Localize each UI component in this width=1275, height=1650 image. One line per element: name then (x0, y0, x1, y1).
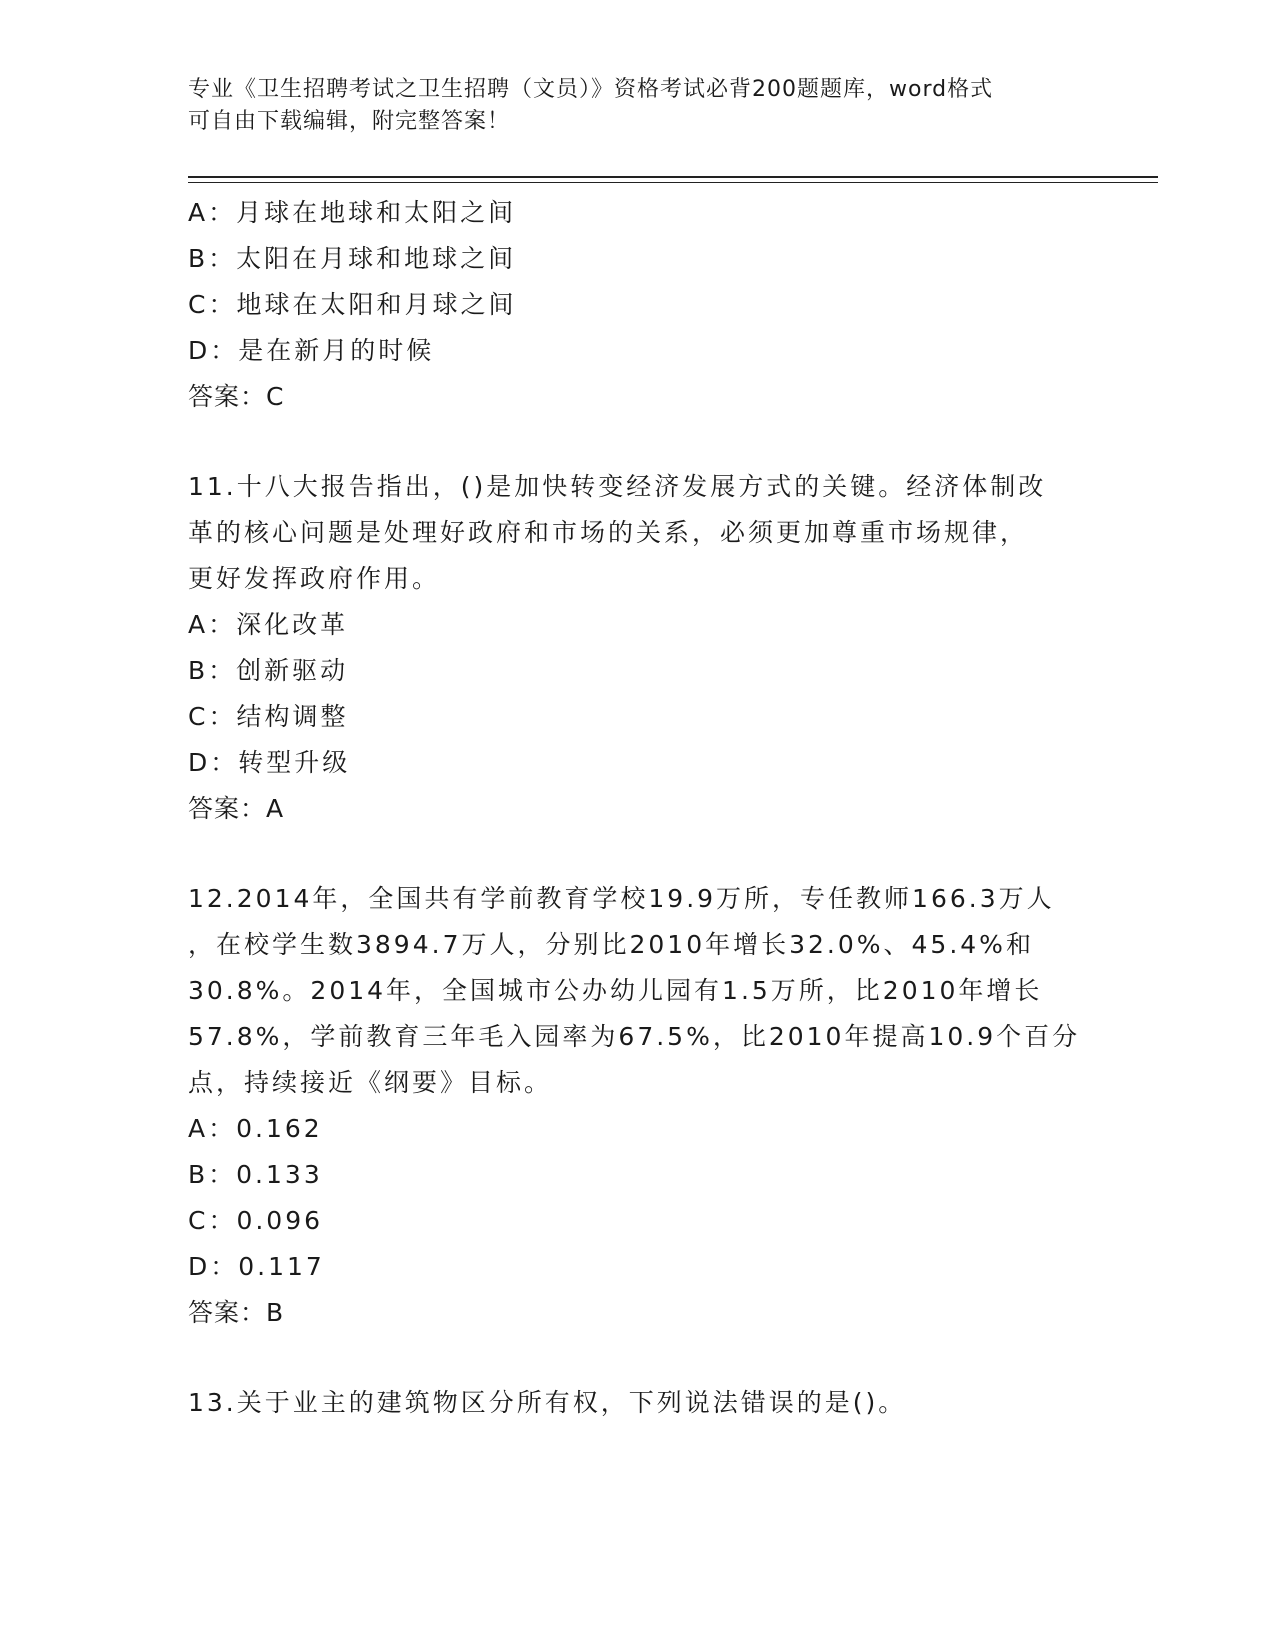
question-text-line: 点，持续接近《纲要》目标。 (188, 1068, 553, 1097)
answer: 答案：A (188, 794, 285, 823)
question-13 (188, 1380, 1088, 1426)
header-line-2: 可自由下载编辑，附完整答案！ (188, 109, 511, 134)
document-header (188, 74, 1068, 138)
option-a: A：深化改革 (188, 610, 349, 639)
question-text-line: 12.2014年，全国共有学前教育学校19.9万所，专任教师166.3万人 (188, 884, 1055, 913)
question-12 (188, 876, 1088, 1336)
question-text-line: 11.十八大报告指出，()是加快转变经济发展方式的关键。经济体制改 (188, 472, 1047, 501)
option-b: B：0.133 (188, 1160, 323, 1189)
header-rule-thin (188, 182, 1158, 183)
option-b: B：创新驱动 (188, 656, 349, 685)
question-text-line: 革的核心问题是处理好政府和市场的关系，必须更加尊重市场规律， (188, 518, 1029, 547)
question-text-line: ，在校学生数3894.7万人，分别比2010年增长32.0%、45.4%和 (188, 930, 1034, 959)
question-text-line: 57.8%，学前教育三年毛入园率为67.5%，比2010年提高10.9个百分 (188, 1022, 1081, 1051)
option-c: C：地球在太阳和月球之间 (188, 290, 517, 319)
option-a: A：月球在地球和太阳之间 (188, 198, 517, 227)
question-text-line: 13.关于业主的建筑物区分所有权，下列说法错误的是()。 (188, 1388, 907, 1417)
spacer (188, 420, 1088, 464)
option-d: D：转型升级 (188, 748, 351, 777)
answer: 答案：C (188, 382, 285, 411)
option-a: A：0.162 (188, 1114, 323, 1143)
header-line-1: 专业《卫生招聘考试之卫生招聘（文员）》资格考试必背200题题库，word格式 (188, 77, 994, 102)
option-c: C：结构调整 (188, 702, 349, 731)
spacer (188, 1336, 1088, 1380)
question-text-line: 更好发挥政府作用。 (188, 564, 441, 593)
option-d: D：0.117 (188, 1252, 325, 1281)
option-b: B：太阳在月球和地球之间 (188, 244, 517, 273)
question-text-line: 30.8%。2014年，全国城市公办幼儿园有1.5万所，比2010年增长 (188, 976, 1043, 1005)
option-d: D：是在新月的时候 (188, 336, 435, 365)
document-body (188, 190, 1088, 1426)
header-rule-thick (188, 176, 1158, 178)
spacer (188, 832, 1088, 876)
answer: 答案：B (188, 1298, 285, 1327)
question-10 (188, 190, 1088, 420)
question-11 (188, 464, 1088, 832)
option-c: C：0.096 (188, 1206, 324, 1235)
